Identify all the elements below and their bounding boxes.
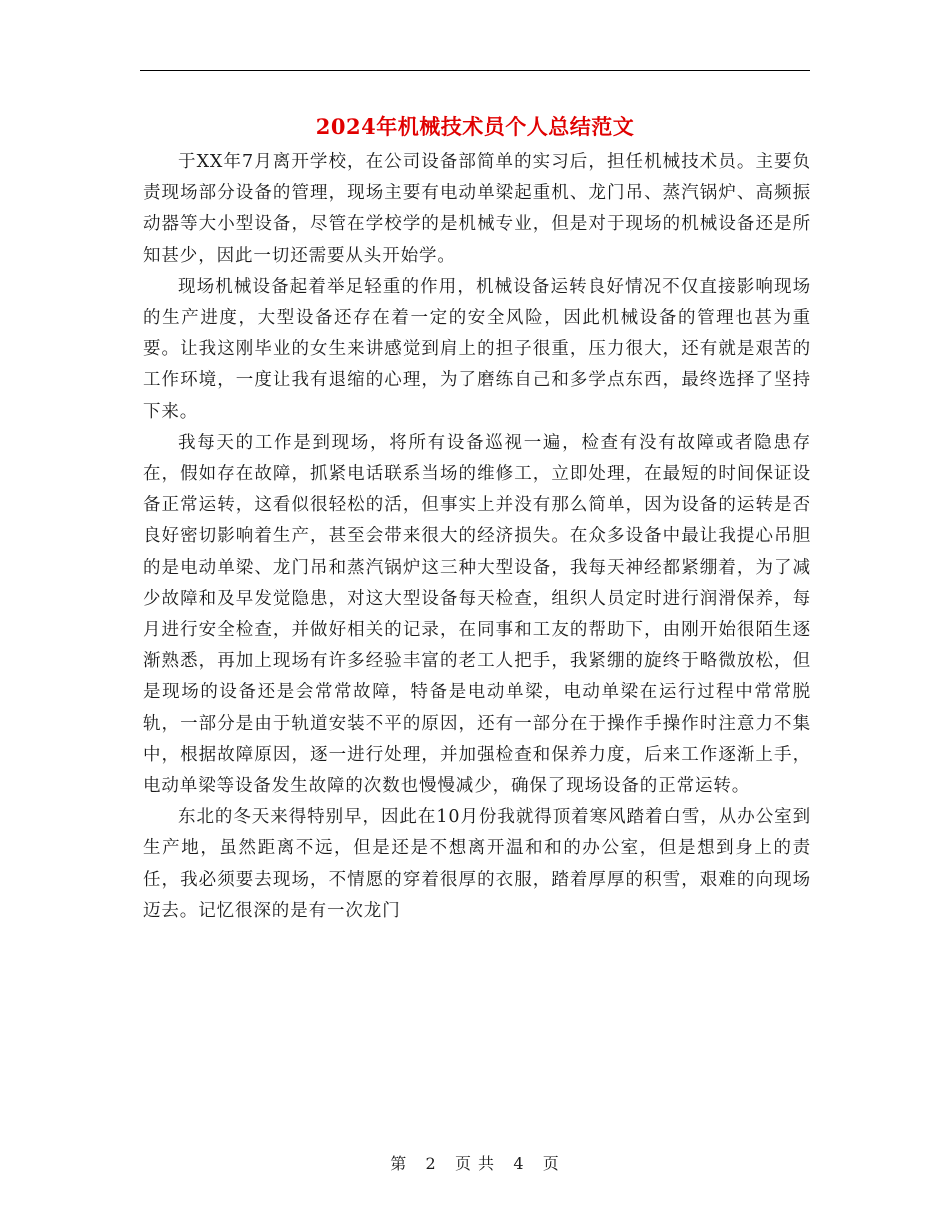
paragraph-1: 于XX年7月离开学校，在公司设备部简单的实习后，担任机械技术员。主要负责现场部分设备的管理，现场主要有电动单梁起重机、龙门吊、蒸汽锅炉、高频振动器等大小型设备，尽管在学校学的是机械专业，但是对于现场的机械设备还是所知甚少，因此一切还需要从头开始学。 [143,152,811,266]
paragraph-3: 我每天的工作是到现场，将所有设备巡视一遍，检查有没有故障或者隐患存在，假如存在故障，抓紧电话联系当场的维修工，立即处理，在最短的时间保证设备正常运转，这看似很轻松的活，但事实上并没有那么简单，因为设备的运转是否良好密切影响着生产，甚至会带来很大的经济损失。在众多设备中最让我提心吊胆的是电动单梁、龙门吊和蒸汽锅炉这三种大型设备，我每天神经都紧绷着，为了减少故障和及早发觉隐患，对这大型设备每天检查，组织人员定时进行润滑保养，每月进行安全检查，并做好相关的记录，在同事和工友的帮助下，由刚开始很陌生逐渐熟悉，再加上现场有许多经验丰富的老工人把手，我紧绷的旋终于略微放松，但是现场的设备还是会常常故障，特备是电动单梁，电动单梁在运行过程中常常脱轨，一部分是由于轨道安装不平的原因，还有一部分在于操作手操作时注意力不集中，根据故障原因，逐一进行处理，并加强检查和保养力度，后来工作逐渐上手，电动单梁等设备发生故障的次数也慢慢减少，确保了现场设备的正常运转。 [143,432,811,797]
current-page-number: 2 [425,1154,437,1173]
document-title: 2024年机械技术员个人总结范文 [315,114,635,139]
total-pages-number: 4 [513,1154,525,1173]
paragraph-4: 东北的冬天来得特别早，因此在10月份我就得顶着寒风踏着白雪，从办公室到生产地，虽然距离不远，但是还是不想离开温和和的办公室，但是想到身上的责任，我必须要去现场，不情愿的穿着很厚的衣服，踏着厚厚的积雪，艰难的向现场迈去。记忆很深的是有一次龙门 [143,807,811,921]
page-footer [140,1152,810,1176]
paragraph-2: 现场机械设备起着举足轻重的作用，机械设备运转良好情况不仅直接影响现场的生产进度，大型设备还存在着一定的安全风险，因此机械设备的管理也甚为重要。让我这刚毕业的女生来讲感觉到肩上的担子很重，压力很大，还有就是艰苦的工作环境，一度让我有退缩的心理，为了磨练自己和多学点东西，最终选择了坚持下来。 [143,276,811,422]
header-rule [140,70,810,71]
page-label-mid: 页 共 [454,1154,496,1173]
page-label-prefix: 第 [390,1154,408,1173]
page-label-suffix: 页 [542,1154,560,1173]
document-body [143,147,811,927]
